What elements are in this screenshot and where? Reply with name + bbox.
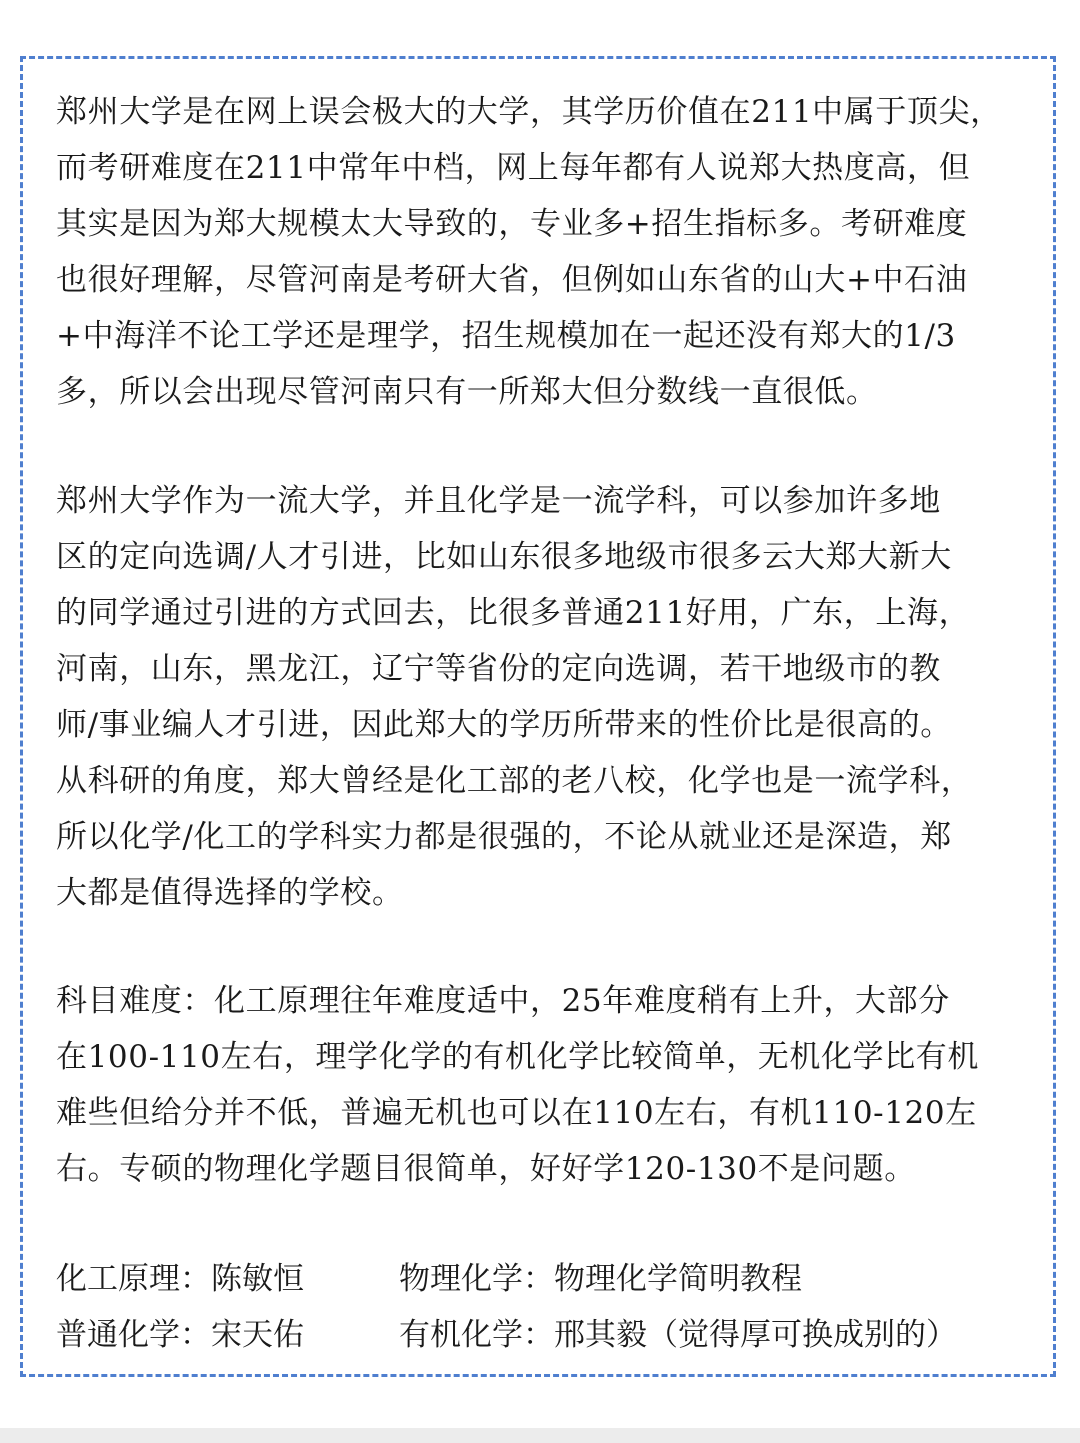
reference-item-physical-chemistry: 物理化学：物理化学简明教程 — [399, 1261, 802, 1297]
bottom-edge-bar — [0, 1428, 1080, 1443]
reference-item-general-chemistry: 普通化学：宋天佑 — [56, 1317, 304, 1353]
text-line: 难些但给分并不低，普遍无机也可以在110左右，有机110-120左 — [56, 1095, 977, 1131]
paragraph-subject-difficulty — [56, 973, 1031, 1197]
reference-books — [56, 1251, 1031, 1363]
text-line: 大都是值得选择的学校。 — [56, 875, 404, 911]
text-line: +中海洋不论工学还是理学，招生规模加在一起还没有郑大的1/3 — [56, 318, 956, 354]
text-line: 河南，山东，黑龙江，辽宁等省份的定向选调，若干地级市的教 — [56, 651, 941, 687]
text-line: 右。专硕的物理化学题目很简单，好好学120-130不是问题。 — [56, 1151, 916, 1187]
text-line: 所以化学/化工的学科实力都是很强的，不论从就业还是深造，郑 — [56, 819, 952, 855]
text-line: 郑州大学是在网上误会极大的大学，其学历价值在211中属于顶尖， — [56, 94, 1002, 130]
reference-item-chemical-engineering: 化工原理：陈敏恒 — [56, 1261, 304, 1297]
text-line: 在100-110左右，理学化学的有机化学比较简单，无机化学比有机 — [56, 1039, 980, 1075]
text-line: 师/事业编人才引进，因此郑大的学历所带来的性价比是很高的。 — [56, 707, 952, 743]
paragraph-university-value — [56, 473, 1031, 921]
text-line: 郑州大学作为一流大学，并且化学是一流学科，可以参加许多地 — [56, 483, 941, 519]
text-line: 而考研难度在211中常年中档，网上每年都有人说郑大热度高，但 — [56, 150, 971, 186]
paragraph-admission-analysis — [56, 84, 1031, 420]
text-line: 科目难度：化工原理往年难度适中，25年难度稍有上升，大部分 — [56, 983, 950, 1019]
text-line: 区的定向选调/人才引进，比如山东很多地级市很多云大郑大新大 — [56, 539, 952, 575]
text-line: 的同学通过引进的方式回去，比很多普通211好用，广东，上海， — [56, 595, 971, 631]
reference-row — [56, 1251, 1031, 1307]
reference-item-organic-chemistry: 有机化学：邢其毅（觉得厚可换成别的） — [399, 1317, 957, 1353]
text-line: 多，所以会出现尽管河南只有一所郑大但分数线一直很低。 — [56, 374, 878, 410]
text-line: 其实是因为郑大规模太大导致的，专业多+招生指标多。考研难度 — [56, 206, 968, 242]
text-line: 也很好理解，尽管河南是考研大省，但例如山东省的山大+中石油 — [56, 262, 968, 298]
text-line: 从科研的角度，郑大曾经是化工部的老八校，化学也是一流学科， — [56, 763, 973, 799]
reference-row — [56, 1307, 1031, 1363]
